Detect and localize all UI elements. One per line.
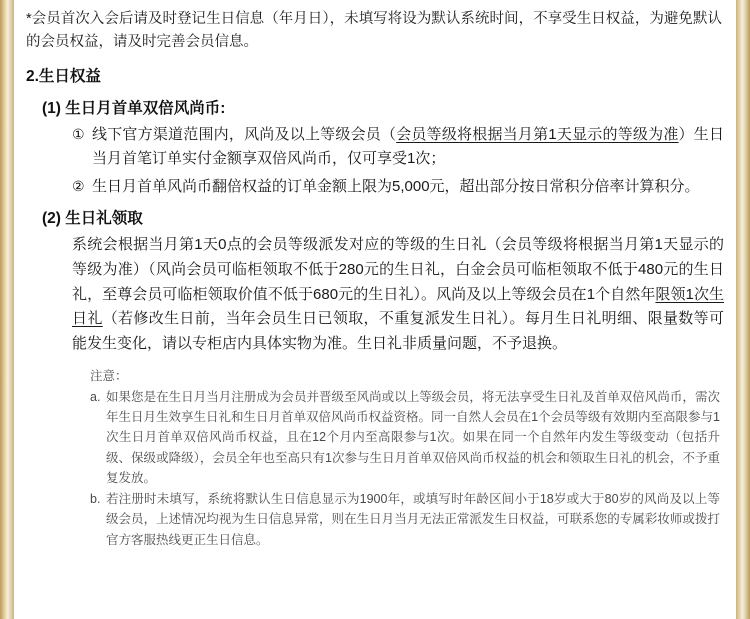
notice-item-a-marker: a.: [90, 389, 101, 404]
sub-item-2-text: 生日月首单风尚币翻倍权益的订单金额上限为5,000元，超出部分按日常积分倍率计算积分。: [92, 178, 700, 196]
item-1-sublist: [26, 123, 724, 200]
sub-item-1-text-after: ）生日当月首笔订单实付金额享双倍风尚币，仅可享受1次；: [92, 125, 724, 168]
sub-item-1-text-underline: 会员等级将根据当月第1天显示的等级为准: [396, 125, 679, 143]
item-2-body: [26, 233, 724, 357]
sub-item-1-text-before: 线下官方渠道范围内，风尚及以上等级会员（: [92, 125, 397, 143]
sub-item-1: [72, 123, 724, 172]
right-decorative-border: [736, 0, 750, 619]
notice-block: [26, 367, 724, 550]
left-decorative-border: [0, 0, 14, 619]
item-2-body-underline: 限领1次生日礼: [72, 285, 725, 328]
section-heading: 2.生日权益: [26, 67, 101, 85]
notice-item-b-marker: b.: [90, 492, 101, 507]
item-2-body-before: 系统会根据当月第1天0点的会员等级派发对应的等级的生日礼（会员等级将根据当月第1天显示的等级为准）（风尚会员可临柜领取不低于280元的生日礼，白金会员可临柜领取不低于480元的生日礼，至尊会员可临柜领取价值不低于680元的生日礼）。风尚及以上等级会员在1个自然年: [72, 235, 724, 303]
top-note: *会员首次入会后请及时登记生日信息（年月日），未填写将设为默认系统时间，不享受生日权益，为避免默认的会员权益，请及时完善会员信息。: [26, 11, 722, 51]
document-content: [26, 0, 724, 619]
notice-item-a: [90, 387, 720, 488]
sub-item-1-marker: ①: [72, 125, 85, 142]
notice-title: 注意：: [90, 369, 128, 384]
item-1-label: (1) 生日月首单双倍风尚币:: [42, 99, 226, 117]
sub-item-2: [72, 175, 724, 200]
item-2-label: (2) 生日礼领取: [42, 209, 143, 227]
sub-item-2-marker: ②: [72, 178, 85, 195]
notice-item-b: [90, 489, 720, 550]
notice-item-a-text: 如果您是在生日月当月注册成为会员并晋级至风尚或以上等级会员，将无法享受生日礼及首单双倍风尚币，需次年生日月生效享生日礼和生日月首单双倍风尚币权益资格。同一自然人会员在1个会员等级有效期内至高限参与1次生日月首单双倍风尚币权益，且在12个月内至高限参与1次。如果在同一个自然年内发生等级变动（包括升级、保级或降级），会员全年也至高只有1次参与生日月首单双倍风尚币权益的机会和领取生日礼的机会，不予重复发放。: [106, 389, 720, 485]
item-2-body-after: （若修改生日前，当年会员生日已领取，不重复派发生日礼）。每月生日礼明细、限量数等可能发生变化，请以专柜店内具体实物为准。生日礼非质量问题，不予退换。: [72, 310, 724, 353]
notice-item-b-text: 若注册时未填写，系统将默认生日信息显示为1900年，或填写时年龄区间小于18岁或大于80岁的风尚及以上等级会员，上述情况均视为生日信息异常，则在生日月当月无法正常派发生日权益，可联系您的专属彩妆师或拨打官方客服热线更正生日信息。: [106, 492, 720, 547]
